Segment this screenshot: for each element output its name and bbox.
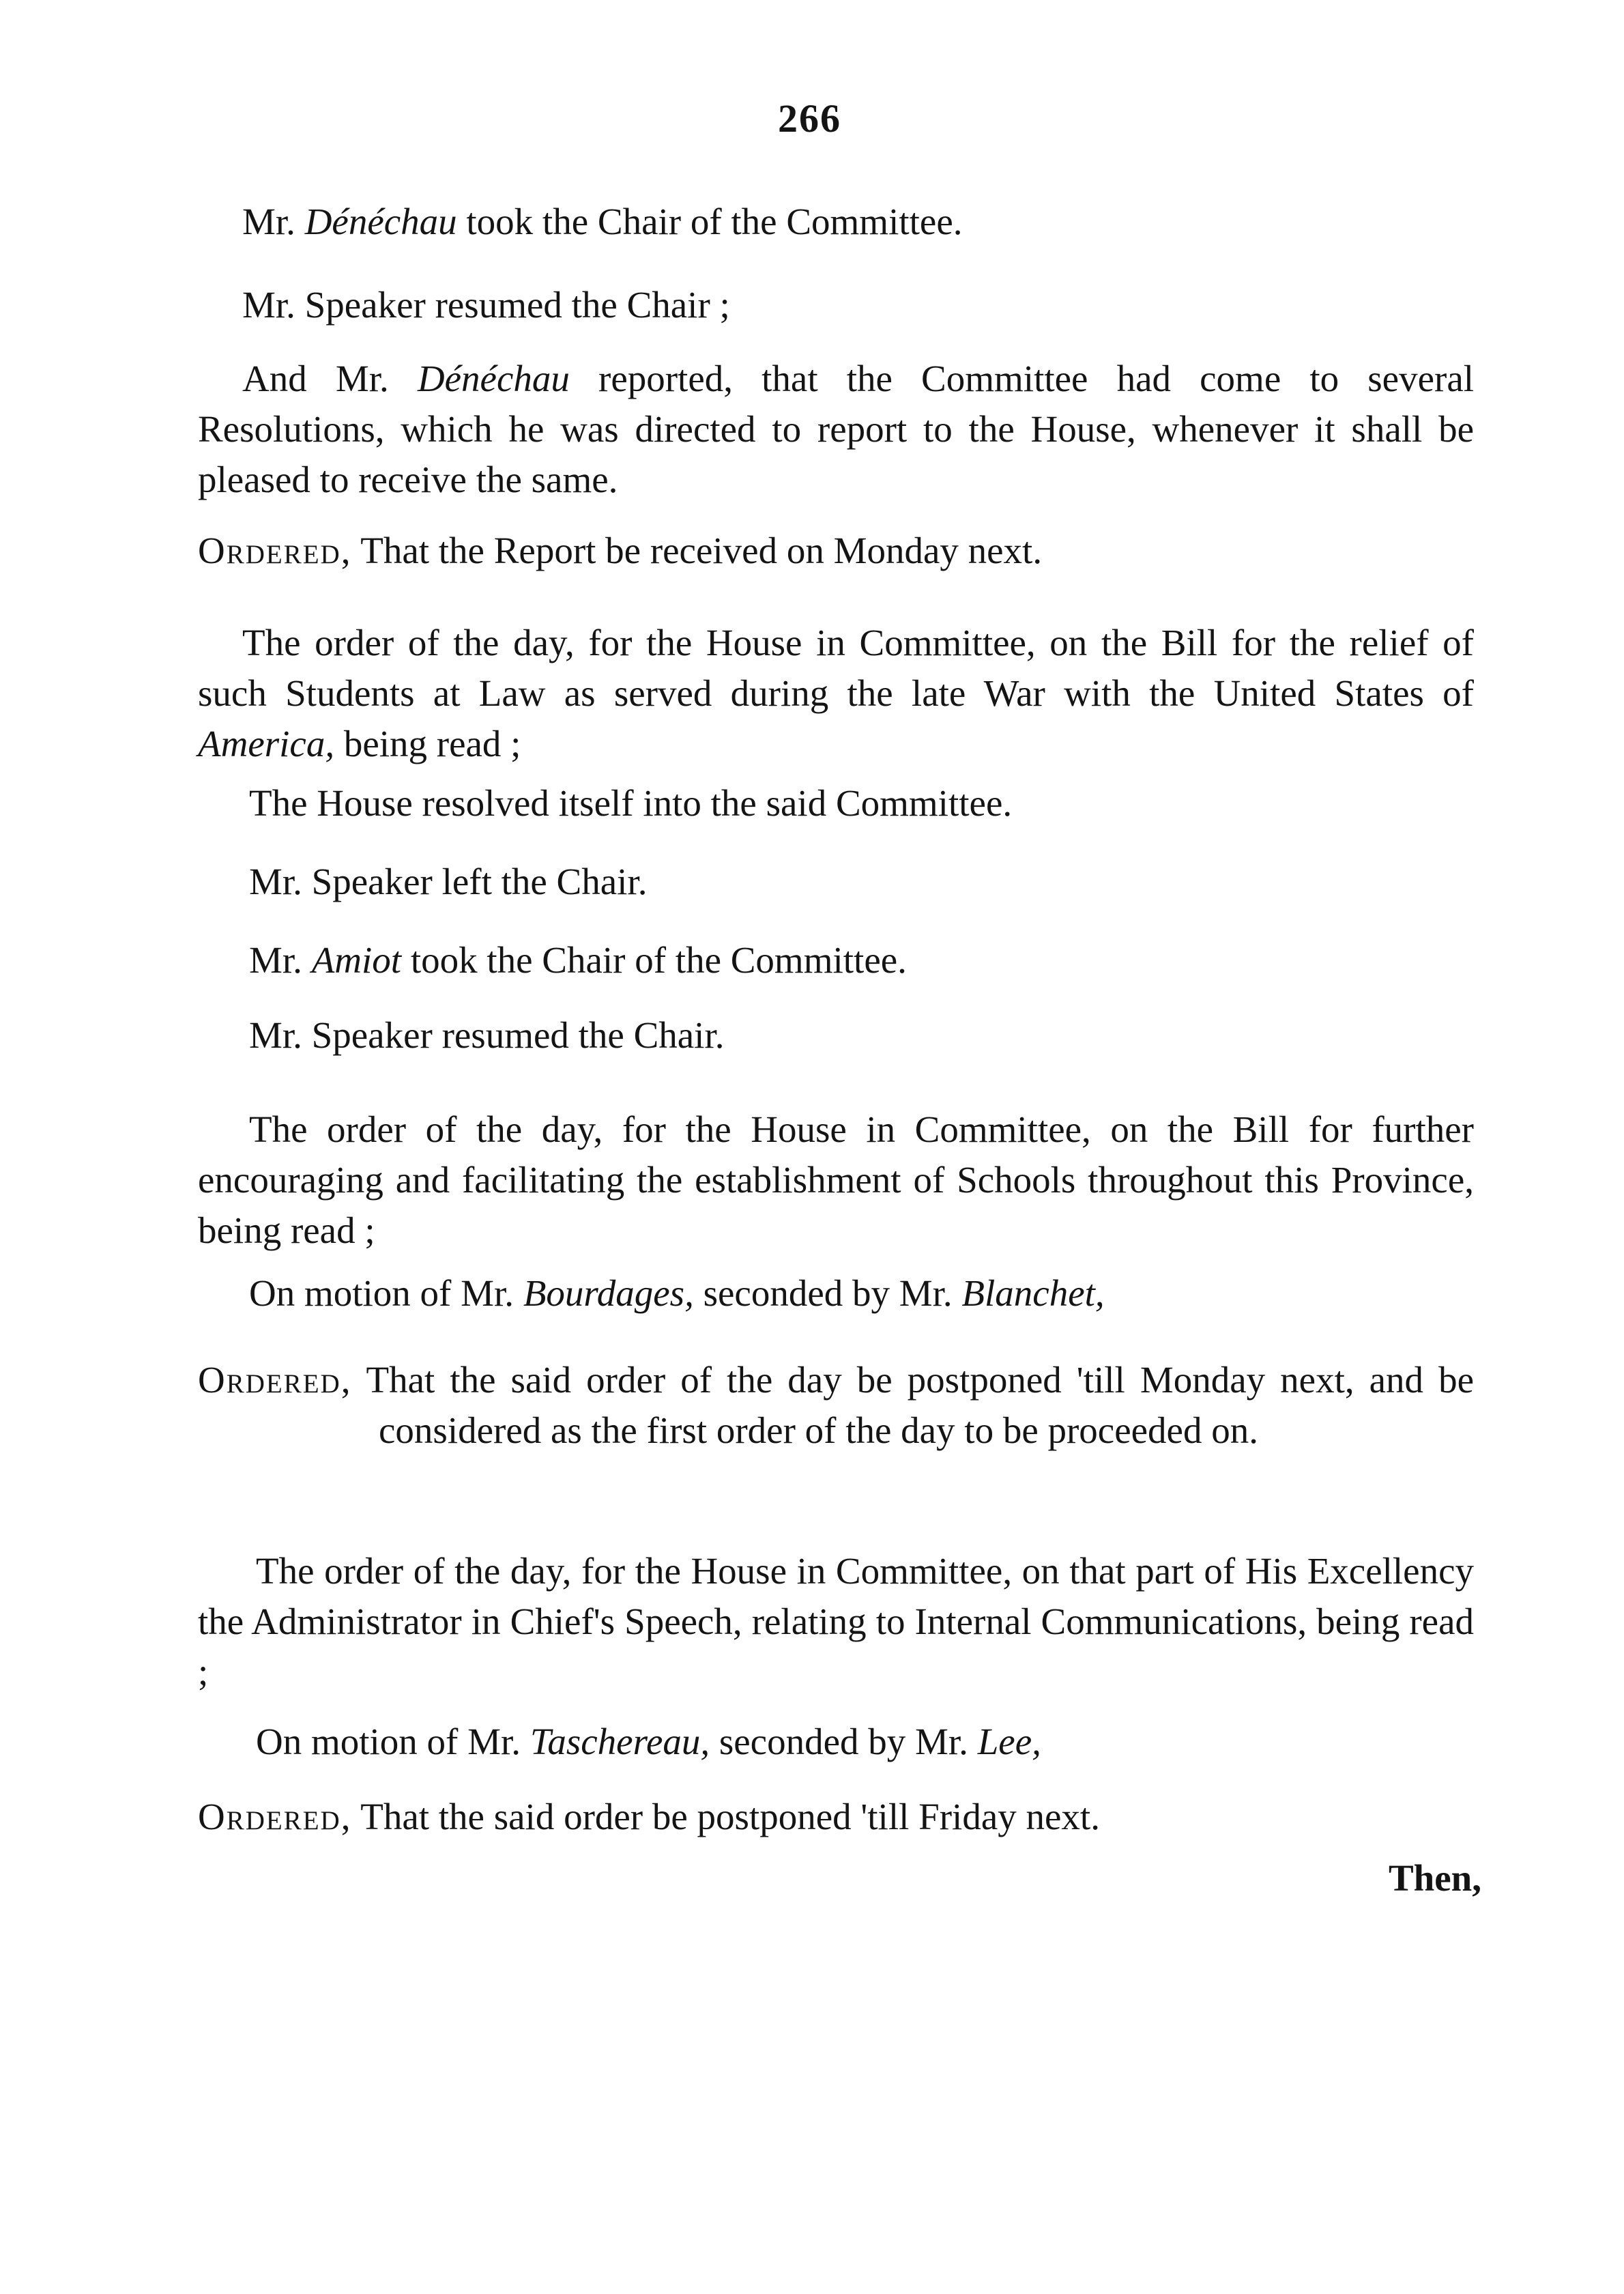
entry-ordered-postponed-friday: [198, 1792, 1100, 1842]
place-name: America,: [198, 723, 335, 764]
catchword: Then,: [1389, 1857, 1482, 1899]
member-name: Taschereau,: [530, 1721, 710, 1762]
entry-text: On motion of Mr.: [256, 1721, 530, 1762]
entry-ordered-postponed-monday: [198, 1355, 1474, 1456]
entry-house-resolved: The House resolved itself into the said Committee.: [249, 782, 1013, 824]
entry-text: reported, that the Committee had come to several Resolutions, which he was directed to report to the House, whenever it shall be pleased to receive the same.: [198, 358, 1475, 500]
entry-internal-communications: The order of the day, for the House in Committee, on that part of His Excellency the Administrator in Chief's Speech, relating to Internal Communications, being read ;: [198, 1550, 1474, 1693]
member-name: Blanchet,: [961, 1272, 1105, 1314]
entry-text: took the Chair of the Committee.: [401, 939, 907, 981]
entry-text: That the said order be postponed 'till Friday next.: [351, 1796, 1100, 1837]
member-name: Bourdages,: [523, 1272, 694, 1314]
entry-denechau-report: [198, 354, 1474, 505]
entry-speaker-left: Mr. Speaker left the Chair.: [249, 861, 648, 902]
entry-schools-bill: The order of the day, for the House in Committee, on the Bill for further encouraging and facilitating the establishment of Schools throughout this Province, being read ;: [198, 1108, 1474, 1251]
entry-text: being read ;: [334, 723, 521, 764]
entry-amiot-chair: [249, 935, 907, 986]
entry-ordered-report: [198, 526, 1042, 576]
ordered-label: Ordered,: [198, 530, 352, 571]
entry-speaker-resumed-2: Mr. Speaker resumed the Chair.: [249, 1014, 725, 1056]
entry-text: The order of the day, for the House in Committee, on the Bill for the relief of such Students at Law as served during the late War with the United States of: [198, 622, 1474, 714]
member-name: Lee,: [977, 1721, 1041, 1762]
page-number: 266: [778, 96, 841, 141]
entry-text: That the Report be received on Monday next.: [351, 530, 1043, 571]
entry-text: seconded by Mr.: [710, 1721, 978, 1762]
member-name: Dénéchau: [417, 358, 570, 399]
entry-text: On motion of Mr.: [249, 1272, 523, 1314]
entry-text: That the said order of the day be postponed 'till Monday next, and be considered as the first order of the day to be proceeded on.: [351, 1359, 1474, 1451]
ordered-label: Ordered,: [198, 1359, 352, 1401]
entry-text: took the Chair of the Committee.: [456, 201, 963, 242]
entry-text: Mr.: [249, 939, 312, 981]
entry-students-at-law: [198, 618, 1474, 769]
entry-text: seconded by Mr.: [693, 1272, 962, 1314]
ordered-label: Ordered,: [198, 1796, 352, 1837]
entry-text: Mr.: [242, 201, 305, 242]
entry-text: And Mr.: [242, 358, 418, 399]
member-name: Dénéchau: [304, 201, 457, 242]
entry-denechau-chair: [242, 197, 963, 247]
entry-motion-taschereau: [256, 1717, 1041, 1767]
member-name: Amiot: [311, 939, 402, 981]
entry-speaker-resumed: Mr. Speaker resumed the Chair ;: [242, 284, 730, 326]
entry-motion-bourdages: [249, 1268, 1105, 1319]
